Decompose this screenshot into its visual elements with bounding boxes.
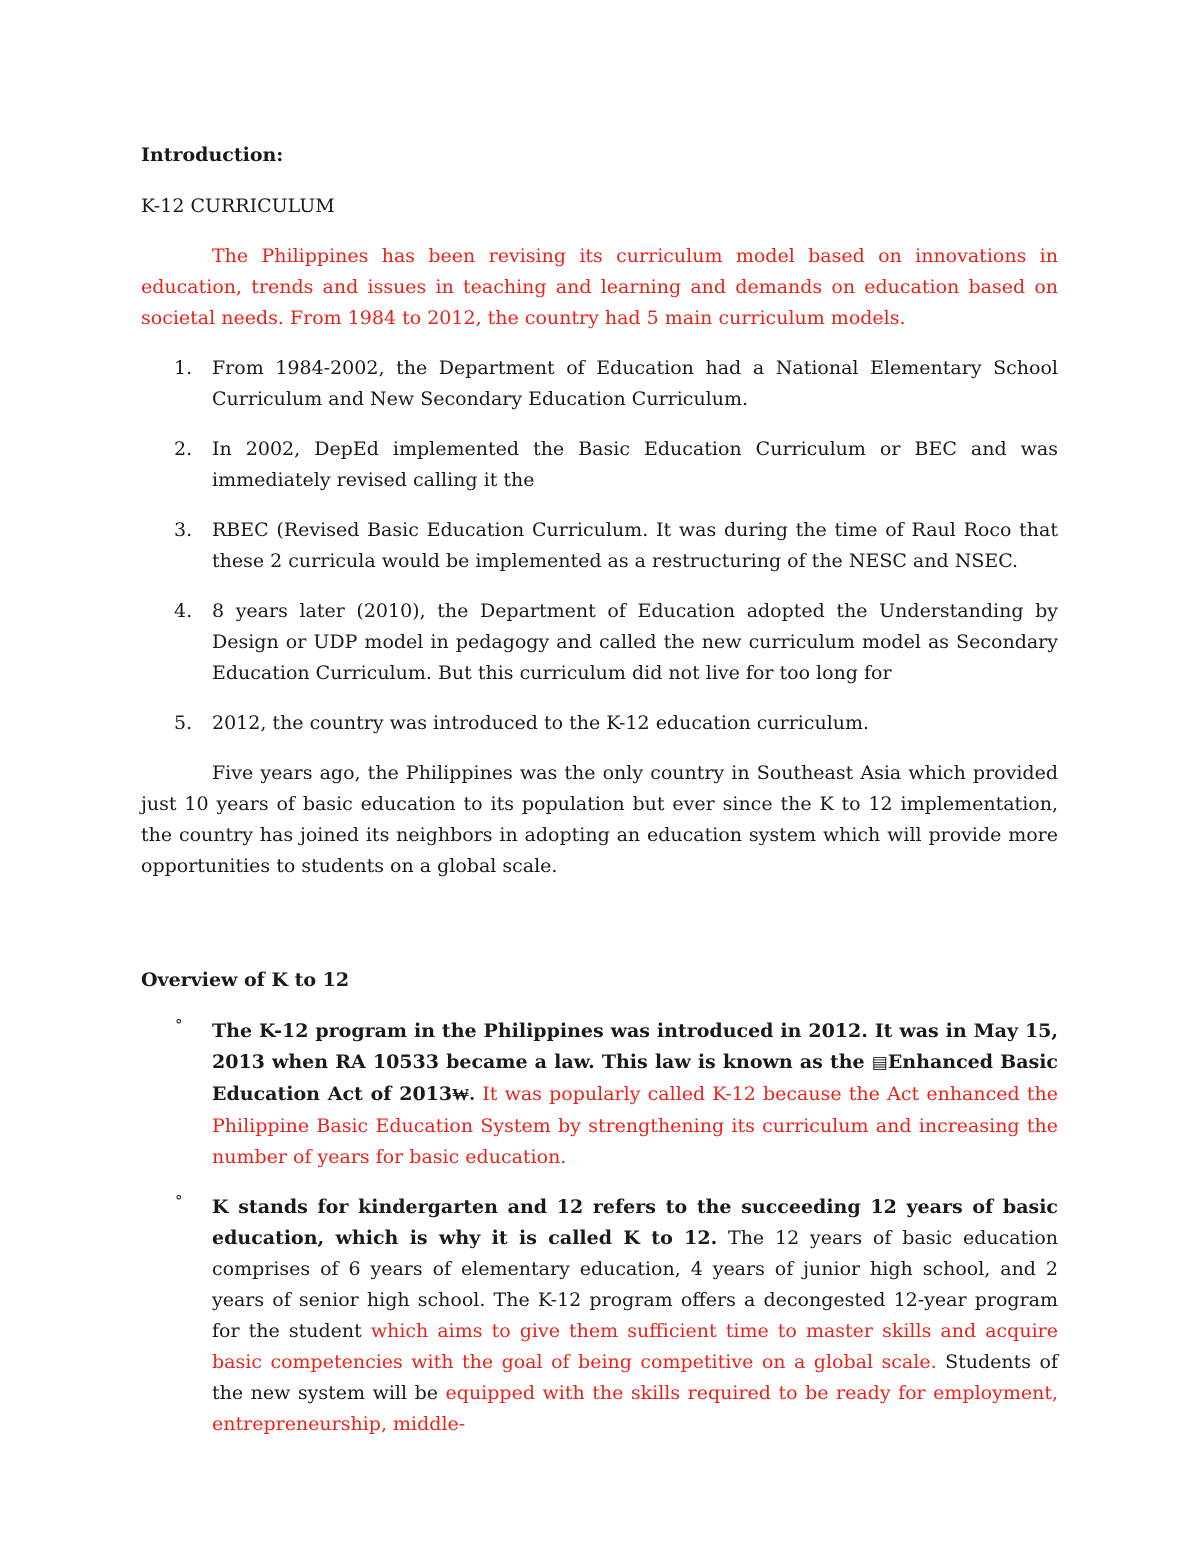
- curriculum-subheading: K-12 CURRICULUM: [141, 195, 335, 217]
- list-text: 2012, the country was introduced to the K-12 education curriculum.: [212, 712, 870, 734]
- bullet-red-text: which aims to give them sufficient time to master skills and acquire basic competencies with the goal of being competitive on a global scale.: [212, 1320, 1058, 1373]
- list-item: [141, 1016, 1058, 1173]
- list-text: In 2002, DepEd implemented the Basic Education Curriculum or BEC and was immediately revised calling it the: [212, 438, 1058, 491]
- bullet-plain-text: The 12 years of basic education comprises of 6 years of elementary education, 4 years of junior high school, and 2 years of senior high school. The K-12 program offers a decongested 12-year program for the student: [212, 1227, 1058, 1342]
- list-number: 1.: [174, 357, 193, 379]
- list-text: RBEC (Revised Basic Education Curriculum. It was during the time of Raul Roco that these 2 curricula would be implemented as a restructuring of the NESC and NSEC.: [212, 519, 1058, 572]
- list-number: 4.: [174, 600, 193, 622]
- intro-heading: Introduction:: [141, 144, 284, 166]
- bullet-bold-text: The K-12 program in the Philippines was introduced in 2012. It was in May 15, 2013 when RA 10533 became a law. This law is known as the: [212, 1020, 1058, 1073]
- curriculum-models-list: [141, 353, 1058, 739]
- intro-paragraph: The Philippines has been revising its curriculum model based on innovations in education, trends and issues in teaching and learning and demands on education based on societal needs. From 1984 to 2012, the country had 5 main curriculum models.: [141, 245, 1058, 329]
- list-text: From 1984-2002, the Department of Education had a National Elementary School Curriculum and New Secondary Education Curriculum.: [212, 357, 1058, 410]
- closing-paragraph: Five years ago, the Philippines was the only country in Southeast Asia which provided just 10 years of basic education to its population but ever since the K to 12 implementation, the country has joined its neighbors in adopting an education system which will provide more opportunities to students on a global scale.: [141, 762, 1058, 877]
- list-item: [141, 708, 1058, 739]
- list-text: 8 years later (2010), the Department of Education adopted the Understanding by Design or UDP model in pedagogy and called the new curriculum model as Secondary Education Curriculum. But this curriculum did not live for too long for: [212, 600, 1058, 684]
- bullet-icon: °: [175, 1192, 183, 1210]
- won-glyph-icon: ₩.: [452, 1085, 476, 1105]
- document-body: [141, 140, 1058, 1440]
- list-item: [141, 353, 1058, 415]
- bullet-icon: °: [175, 1016, 183, 1034]
- list-number: 5.: [174, 712, 193, 734]
- list-item: [141, 596, 1058, 689]
- bullet-plain-text: Students of the new system will be: [212, 1351, 1058, 1404]
- list-item: [141, 434, 1058, 496]
- list-item: [141, 515, 1058, 577]
- overview-bullet-list: [141, 1016, 1058, 1440]
- bullet-bold-text: K stands for kindergarten and 12 refers to the succeeding 12 years of basic education, which is why it is called K to 12.: [212, 1196, 1058, 1249]
- act-name: Enhanced Basic Education Act of 2013: [212, 1051, 1058, 1105]
- overview-heading: Overview of K to 12: [141, 969, 350, 991]
- bullet-red-text: equipped with the skills required to be ready for employment, entrepreneurship, middle-: [212, 1382, 1059, 1435]
- bullet-red-text: It was popularly called K-12 because the Act enhanced the Philippine Basic Education System by strengthening its curriculum and increasing the number of years for basic education.: [212, 1083, 1058, 1168]
- list-item: [141, 1192, 1058, 1440]
- list-glyph-icon: ▤: [871, 1053, 888, 1073]
- list-number: 3.: [174, 519, 193, 541]
- list-number: 2.: [174, 438, 193, 460]
